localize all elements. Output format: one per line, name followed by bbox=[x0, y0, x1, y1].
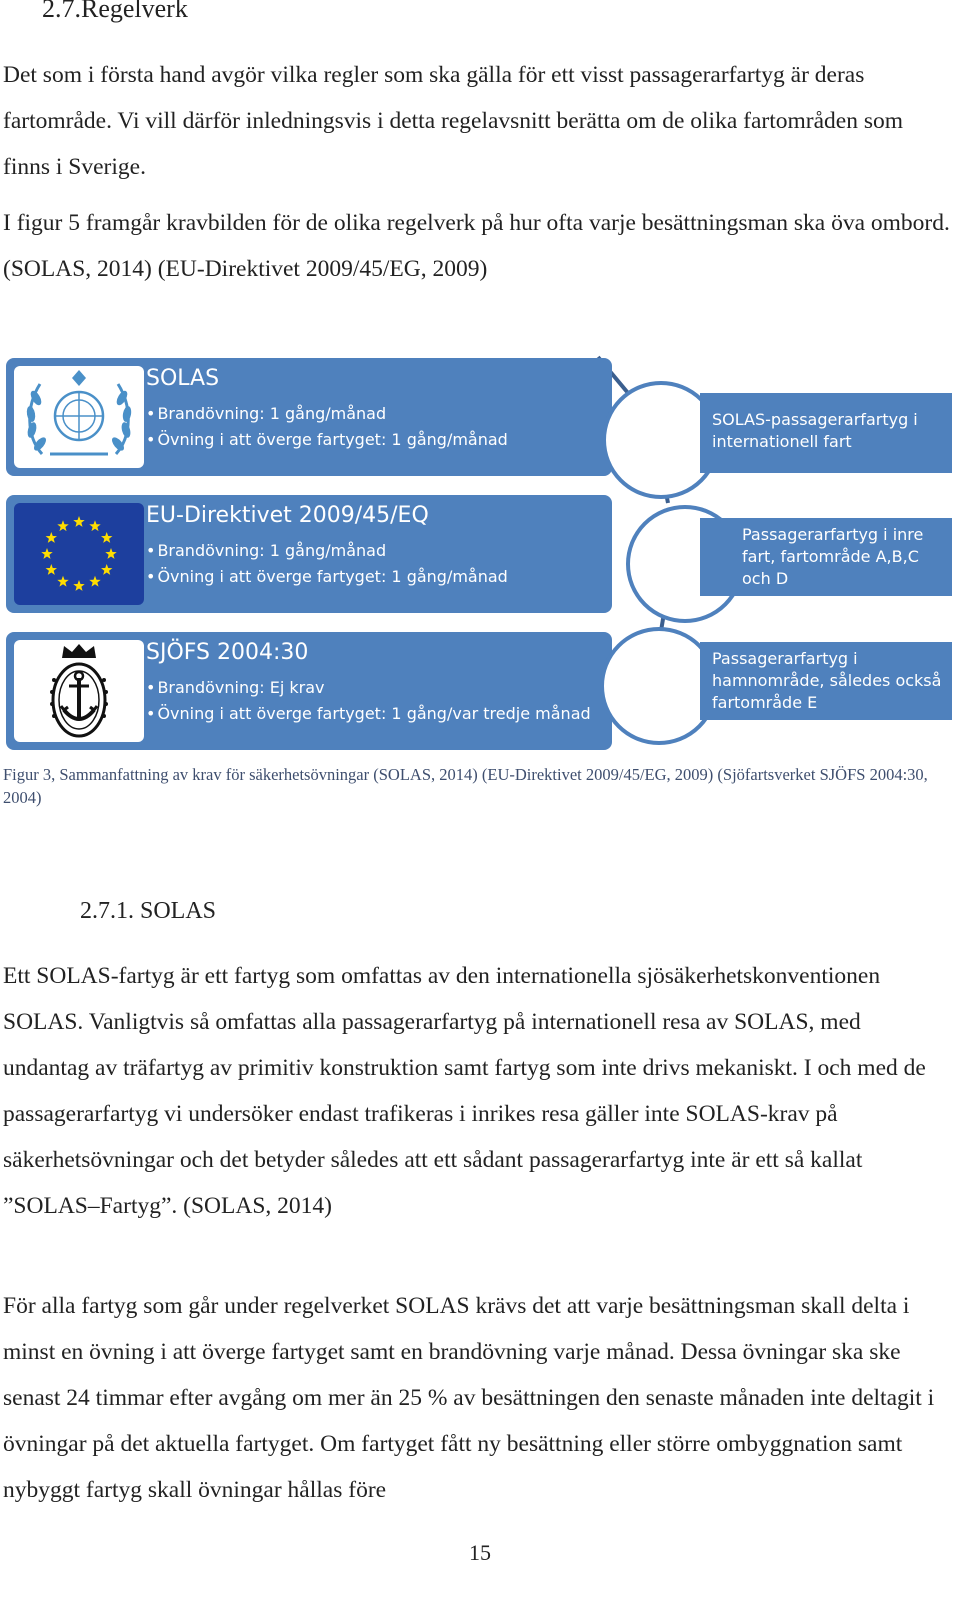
eu-abandon-ship-bullet: • Övning i att överge fartyget: 1 gång/månad bbox=[146, 567, 508, 586]
section-heading: 2.7.Regelverk bbox=[42, 0, 188, 23]
eu-star-icon bbox=[101, 564, 112, 575]
sjofs-title: SJÖFS 2004:30 bbox=[146, 640, 309, 665]
sjofartsverket-crest-icon bbox=[14, 640, 144, 742]
eu-directive-title: EU-Direktivet 2009/45/EQ bbox=[146, 503, 429, 528]
un-emblem-icon bbox=[14, 366, 144, 468]
eu-star-icon bbox=[57, 520, 68, 531]
subsection-heading: 2.7.1. SOLAS bbox=[80, 898, 217, 924]
intro-paragraph: Det som i första hand avgör vilka regler som ska gälla för ett visst passagerarfartyg är deras fartområde. Vi vill därför inledningsvis i detta regelavsnitt berätta om de olika fartområden som finns i Sverige. bbox=[3, 62, 904, 180]
sjofs-result-box bbox=[700, 642, 952, 720]
solas-fire-drill-bullet: • Brandövning: 1 gång/månad bbox=[146, 404, 387, 423]
sjofs-abandon-ship-bullet: • Övning i att överge fartyget: 1 gång/var tredje månad bbox=[146, 704, 591, 723]
eu-flag-icon bbox=[14, 503, 144, 605]
eu-directive-box bbox=[6, 495, 612, 613]
eu-star-icon bbox=[57, 576, 68, 587]
sjofs-fire-drill-text: Brandövning: Ej krav bbox=[157, 678, 325, 697]
eu-star-icon bbox=[73, 580, 84, 591]
solas-result-text: SOLAS-passagerarfartyg i internationell fart bbox=[712, 410, 918, 451]
eu-result-text: Passagerarfartyg i inre fart, fartområde A,B,C och D bbox=[742, 525, 924, 588]
eu-star-icon bbox=[105, 548, 116, 559]
eu-fire-drill-bullet: • Brandövning: 1 gång/månad bbox=[146, 541, 387, 560]
solas-drill-requirements-paragraph: För alla fartyg som går under regelverket SOLAS krävs det att varje besättningsman skall delta i minst en övning i att överge fartyget samt en brandövning varje månad. Dessa övningar ska ske senast 24 timmar efter avgång om mer än 25 % av besättningen den senaste månaden inte deltagit i övningar på det aktuella fartyget. Om fartyget fått ny besättning eller större ombyggnation samt nybyggt fartyg skall övningar hållas före bbox=[3, 1293, 935, 1503]
solas-definition-paragraph: Ett SOLAS-fartyg är ett fartyg som omfattas av den internationella sjösäkerhetskonventionen SOLAS. Vanligtvis så omfattas alla passagerarfartyg på internationell resa av SOLAS, med undantag av träfartyg av primitiv konstruktion samt fartyg som inte drivs mekaniskt. I och med de passagerarfartyg vi undersöker endast trafikeras i inrikes resa gäller inte SOLAS-krav på säkerhetsövningar och det betyder således att ett sådant passagerarfartyg inte är ett så kallat ”SOLAS–Fartyg”. (SOLAS, 2014) bbox=[3, 963, 926, 1219]
solas-box bbox=[6, 358, 612, 476]
eu-star-icon bbox=[41, 548, 52, 559]
page-number: 15 bbox=[469, 1540, 491, 1565]
solas-fire-drill-text: Brandövning: 1 gång/månad bbox=[157, 404, 387, 423]
eu-star-icon bbox=[46, 564, 57, 575]
eu-fire-drill-text: Brandövning: 1 gång/månad bbox=[157, 541, 387, 560]
regulation-diagram bbox=[0, 355, 960, 755]
solas-abandon-ship-text: Övning i att överge fartyget: 1 gång/månad bbox=[157, 430, 508, 449]
sjofs-box bbox=[6, 632, 612, 750]
eu-abandon-ship-text: Övning i att överge fartyget: 1 gång/månad bbox=[157, 567, 508, 586]
eu-star-icon bbox=[101, 532, 112, 543]
eu-result-box bbox=[700, 518, 952, 596]
sjofs-fire-drill-bullet: • Brandövning: Ej krav bbox=[146, 678, 325, 697]
eu-star-icon bbox=[89, 520, 100, 531]
figure-caption: Figur 3, Sammanfattning av krav för säkerhetsövningar (SOLAS, 2014) (EU-Direktivet 2009/45/EG, 2009) (Sjöfartsverket SJÖFS 2004:30, 2004) bbox=[3, 765, 928, 807]
eu-star-icon bbox=[73, 516, 84, 527]
eu-star-icon bbox=[89, 576, 100, 587]
figure-reference-paragraph: I figur 5 framgår kravbilden för de olika regelverk på hur ofta varje besättningsman ska öva ombord. (SOLAS, 2014) (EU-Direktivet 2009/45/EG, 2009) bbox=[3, 210, 950, 282]
solas-abandon-ship-bullet: • Övning i att överge fartyget: 1 gång/månad bbox=[146, 430, 508, 449]
solas-title: SOLAS bbox=[146, 366, 220, 391]
eu-star-icon bbox=[46, 532, 57, 543]
sjofs-result-text: Passagerarfartyg i hamnområde, således också fartområde E bbox=[712, 649, 942, 712]
solas-result-box bbox=[700, 393, 952, 473]
sjofs-abandon-ship-text: Övning i att överge fartyget: 1 gång/var tredje månad bbox=[157, 704, 591, 723]
